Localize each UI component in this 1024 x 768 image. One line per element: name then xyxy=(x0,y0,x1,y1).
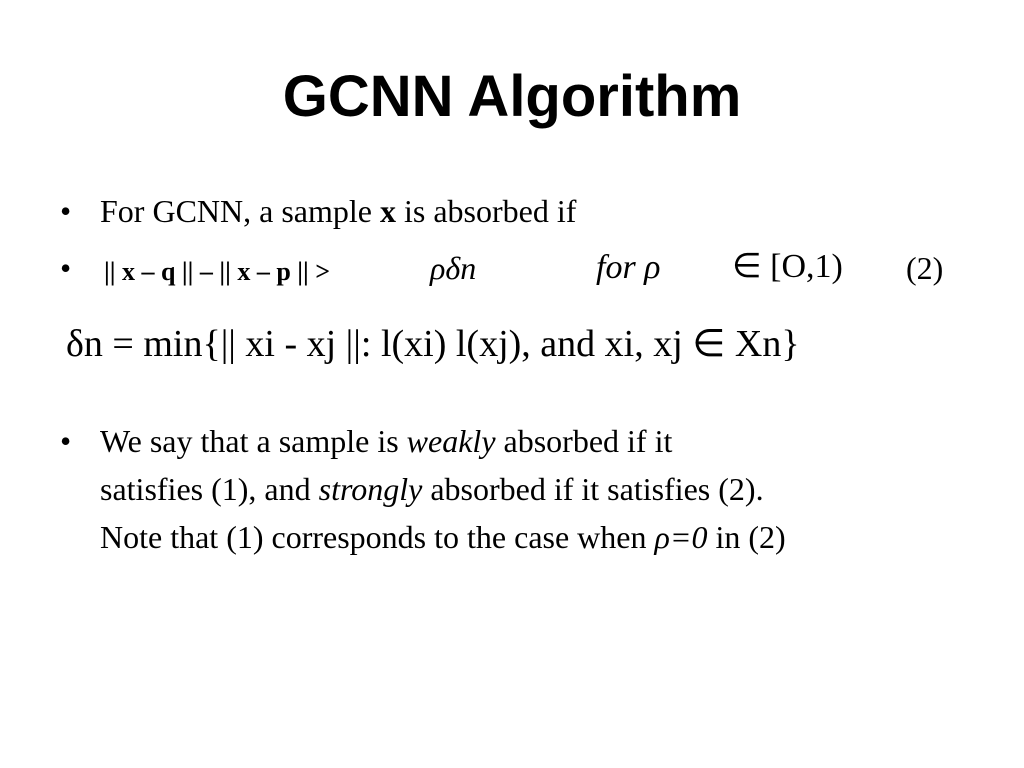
bullet-1-var: x xyxy=(379,193,396,229)
bullet-3-l1-pre: We say that a sample is xyxy=(100,423,407,459)
delta-n-equation: δn = min{|| xi - xj ||: l(xi) l(xj), and xi, xj ∈ Xn} xyxy=(66,323,800,365)
bullet-1-post: is absorbed if xyxy=(395,193,577,229)
bullet-3-line-2 xyxy=(100,471,764,507)
bullet-3-line-3 xyxy=(100,519,786,555)
bullet-3-l3-post: in (2) xyxy=(707,519,786,555)
bullet-1-text xyxy=(100,193,576,229)
bullet-dot-3: • xyxy=(60,423,72,459)
bullet-3-l2-pre: satisfies (1), and xyxy=(100,471,319,507)
bullet-3-l3-pre: Note that (1) corresponds to the case when xyxy=(100,519,655,555)
bullet-3-weakly: weakly xyxy=(406,423,496,459)
formula-range: ∈ [O,1) xyxy=(732,248,843,285)
formula-for-rho: for ρ xyxy=(596,249,661,286)
formula-lhs: || x – q || – || x – p || > xyxy=(104,257,331,286)
bullet-3-l1-post: absorbed if it xyxy=(495,423,673,459)
bullet-3-strongly: strongly xyxy=(318,471,423,507)
bullet-3-line-1 xyxy=(100,423,672,459)
bullet-3-l2-post: absorbed if it satisfies (2). xyxy=(422,471,764,507)
bullet-3-rho-zero: ρ=0 xyxy=(654,519,708,555)
slide-title: GCNN Algorithm xyxy=(282,64,742,129)
formula-rho-delta: ρδn xyxy=(430,250,477,286)
bullet-dot-2: • xyxy=(60,250,72,286)
bullet-1-pre: For GCNN, a sample xyxy=(100,193,380,229)
formula-eq-number: (2) xyxy=(906,250,944,286)
bullet-dot-1: • xyxy=(60,193,72,229)
